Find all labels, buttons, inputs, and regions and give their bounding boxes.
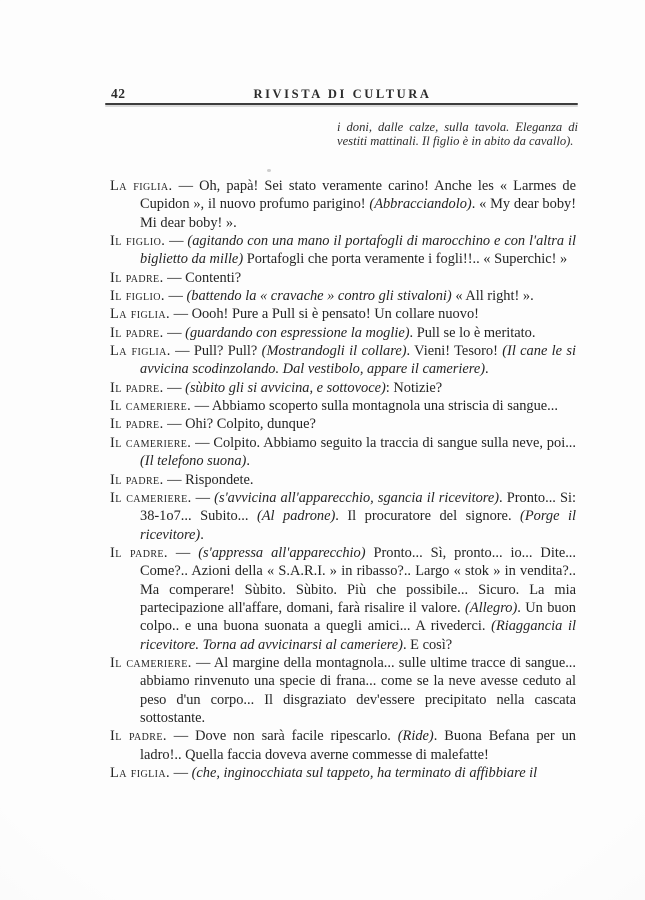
- scan-artifact: [267, 169, 271, 172]
- stage-direction: (s'appressa all'apparecchio): [198, 544, 366, 561]
- speech-text: . Un buon colpo.. e una buona suonata a quegli amici... A rivederci.: [140, 599, 576, 635]
- stage-direction: (Abbracciandolo): [369, 196, 472, 213]
- speaker-name: La figlia.: [110, 343, 171, 360]
- running-head: [108, 86, 577, 102]
- speech-paragraph: Il padre. — Contenti?: [110, 269, 242, 286]
- speaker-name: Il padre.: [110, 269, 164, 286]
- speech-text: « All right! ».: [451, 288, 534, 305]
- stage-direction: (Porge il ricevitore): [140, 508, 576, 543]
- speaker-name: La figlia.: [110, 765, 170, 781]
- speech-paragraph: Il cameriere. — Al margine della montagnola... sulle ultime tracce di sangue... abbiamo rinvenuto una specie di frana... come se la neve avesse ceduto al peso d'un corpo... Il disgraziato dev'essere precipitato nella cascata sottostante.: [110, 654, 577, 726]
- speaker-name: Il padre.: [110, 471, 164, 488]
- speech-text: . Pronto... Si: 38-1o7... Subito...: [140, 489, 576, 525]
- speaker-name: Il padre.: [110, 379, 164, 396]
- speech-paragraph: La figlia. — Oooh! Pure a Pull si è pensato! Un collare nuovo!: [110, 306, 479, 323]
- speaker-name: Il cameriere.: [110, 398, 192, 415]
- stage-direction: (battendo la « cravache » contro gli stivaloni): [186, 288, 452, 305]
- stage-direction: (Riaggancia il ricevitore. Torna ad avvicinarsi al cameriere): [140, 618, 576, 653]
- speaker-name: Il padre.: [110, 728, 167, 745]
- speech-paragraph: La figlia. — Oh, papà! Sei stato veramente carino! Anche les « Larmes de Cupidon », il nuovo profumo parigino! (Abbracciandolo). « My dear boby! Mi dear boby! ».: [110, 178, 577, 231]
- stage-direction: (guardando con espressione la moglie): [185, 324, 410, 341]
- speech-paragraph: Il padre. — (sùbito gli si avvicina, e sottovoce): Notizie?: [110, 379, 443, 396]
- speech-text: . « My dear boby! Mi dear boby! ».: [140, 196, 577, 231]
- stage-direction: (Al padrone): [256, 508, 336, 525]
- speech-text: Pronto... Sì, pronto... io... Dite... Come?.. Azioni della « S.A.R.I. » in ribasso?.. Largo « stok » in vendita?.. Ma comperare! Sùbito. Sùbito. Più che possibile... Sicuro. La mia partecipazione all'affare, domani, farà risalire il valore.: [140, 544, 576, 616]
- speech-paragraph: Il cameriere. — Colpito. Abbiamo seguito la traccia di sangue sulla neve, poi... (Il telefono suona).: [110, 434, 576, 470]
- speech-text: Pull? Pull?: [193, 343, 262, 360]
- speech-text: . Buona Befana per un ladro!.. Quella faccia doveva averne commesse di malefatte!: [140, 728, 577, 763]
- speech-text: .: [246, 453, 250, 470]
- stage-direction: (Allegro): [465, 599, 518, 616]
- speech-paragraph: Il padre. — (guardando con espressione la moglie). Pull se lo è meritato.: [110, 324, 536, 341]
- journal-title: RIVISTA DI CULTURA: [253, 87, 432, 101]
- speech-paragraph: La figlia. — (che, inginocchiata sul tappeto, ha terminato di affibbiare il: [110, 765, 538, 781]
- speaker-name: Il cameriere.: [110, 654, 192, 671]
- speaker-name: Il padre.: [110, 416, 164, 433]
- speech-text: Abbiamo scoperto sulla montagnola una striscia di sangue...: [211, 398, 558, 415]
- speech-text: Oh, papà! Sei stato veramente carino! Anche les « Larmes de Cupidon », il nuovo profumo parigino!: [140, 178, 577, 213]
- header-rule: [105, 103, 578, 105]
- page-number: 42: [111, 86, 126, 101]
- speech-text: Portafogli che porta veramente i fogli!!.. « Superchic! »: [243, 251, 568, 268]
- speech-text: Oooh! Pure a Pull si è pensato! Un collare nuovo!: [191, 306, 479, 323]
- stage-direction: (Il telefono suona): [140, 453, 247, 470]
- speech-text: Dove non sarà facile ripescarlo.: [195, 728, 398, 745]
- speech-paragraph: Il cameriere. — (s'avvicina all'apparecchio, sgancia il ricevitore). Pronto... Si: 38-1o7... Subito... (Al padrone). Il procuratore del signore. (Porge il ricevitore).: [110, 489, 576, 543]
- speech-text: . E così?: [402, 636, 453, 653]
- speech-paragraph: Il padre. — (s'appressa all'apparecchio) Pronto... Sì, pronto... io... Dite... Come?.. Azioni della « S.A.R.I. » in ribasso?.. Largo « stok » in vendita?.. Ma comperare! Sùbito. Sùbito. Più che possibile... Sicuro. La mia partecipazione all'affare, domani, farà risalire il valore. (Allegro). Un buon colpo.. e una buona suonata a quegli amici... A rivederci. (Riaggancia il ricevitore. Torna ad avvicinarsi al cameriere). E così?: [110, 544, 576, 653]
- speech-text: . Pull se lo è meritato.: [409, 324, 536, 341]
- speaker-name: La figlia.: [110, 306, 170, 323]
- speech-paragraph: Il figlio. — (battendo la « cravache » contro gli stivaloni) « All right! ».: [110, 288, 534, 305]
- speech-text: Contenti?: [185, 269, 242, 286]
- speech-text: Rispondete.: [185, 471, 254, 488]
- speech-paragraph: Il padre. — Ohi? Colpito, dunque?: [110, 416, 316, 433]
- speech-text: . Vieni! Tesoro!: [406, 343, 503, 360]
- stage-direction: (sùbito gli si avvicina, e sottovoce): [185, 379, 386, 396]
- speaker-name: Il padre.: [110, 544, 168, 561]
- speaker-name: Il cameriere.: [110, 489, 192, 506]
- speech-text: : Notizie?: [385, 379, 443, 396]
- stage-direction: (s'avvicina all'apparecchio, sgancia il ricevitore): [214, 489, 500, 506]
- speech-text: .: [200, 526, 204, 543]
- stage-direction: (Mostrandogli il collare): [261, 343, 407, 360]
- speech-text: Colpito. Abbiamo seguito la traccia di sangue sulla neve, poi...: [213, 434, 576, 451]
- speaker-name: Il figlio.: [110, 233, 166, 250]
- stage-direction: (Ride): [397, 728, 434, 745]
- speech-paragraph: Il padre. — Dove non sarà facile ripescarlo. (Ride). Buona Befana per un ladro!.. Quella faccia doveva averne commesse di malefatte!: [110, 728, 577, 763]
- speech-text: . Il procuratore del signore.: [335, 508, 521, 525]
- speaker-name: Il figlio.: [110, 288, 165, 305]
- dialogue-text: [110, 177, 576, 782]
- stage-direction: (Il cane le si avvicina scodinzolando. Dal vestibolo, appare il cameriere): [140, 343, 576, 378]
- speech-text: .: [485, 361, 489, 378]
- opening-stage-direction: i doni, dalle calze, sulla tavola. Eleganza di vestiti mattinali. Il figlio è in abito da cavallo).: [337, 120, 578, 149]
- speech-paragraph: Il figlio. — (agitando con una mano il portafogli di marocchino e con l'altra il biglietto da mille) Portafogli che porta veramente i fogli!!.. « Superchic! »: [110, 233, 576, 268]
- speech-paragraph: Il cameriere. — Abbiamo scoperto sulla montagnola una striscia di sangue...: [110, 398, 558, 415]
- speech-text: Ohi? Colpito, dunque?: [185, 416, 316, 433]
- speaker-name: La figlia.: [110, 178, 173, 194]
- speech-text: Al margine della montagnola... sulle ultime tracce di sangue... abbiamo rinvenuto una specie di frana... come se la neve avesse ceduto al peso d'un corpo... Il disgraziato dev'essere precipitato nella cascata sottostante.: [140, 654, 577, 726]
- speaker-name: Il cameriere.: [110, 434, 192, 451]
- speech-paragraph: Il padre. — Rispondete.: [110, 471, 254, 488]
- speaker-name: Il padre.: [110, 324, 164, 341]
- stage-direction: (che, inginocchiata sul tappeto, ha terminato di affibbiare il: [191, 765, 538, 781]
- stage-direction: (agitando con una mano il portafogli di marocchino e con l'altra il biglietto da mille): [140, 233, 576, 268]
- speech-paragraph: La figlia. — Pull? Pull? (Mostrandogli il collare). Vieni! Tesoro! (Il cane le si avvicina scodinzolando. Dal vestibolo, appare il cameriere).: [110, 343, 576, 378]
